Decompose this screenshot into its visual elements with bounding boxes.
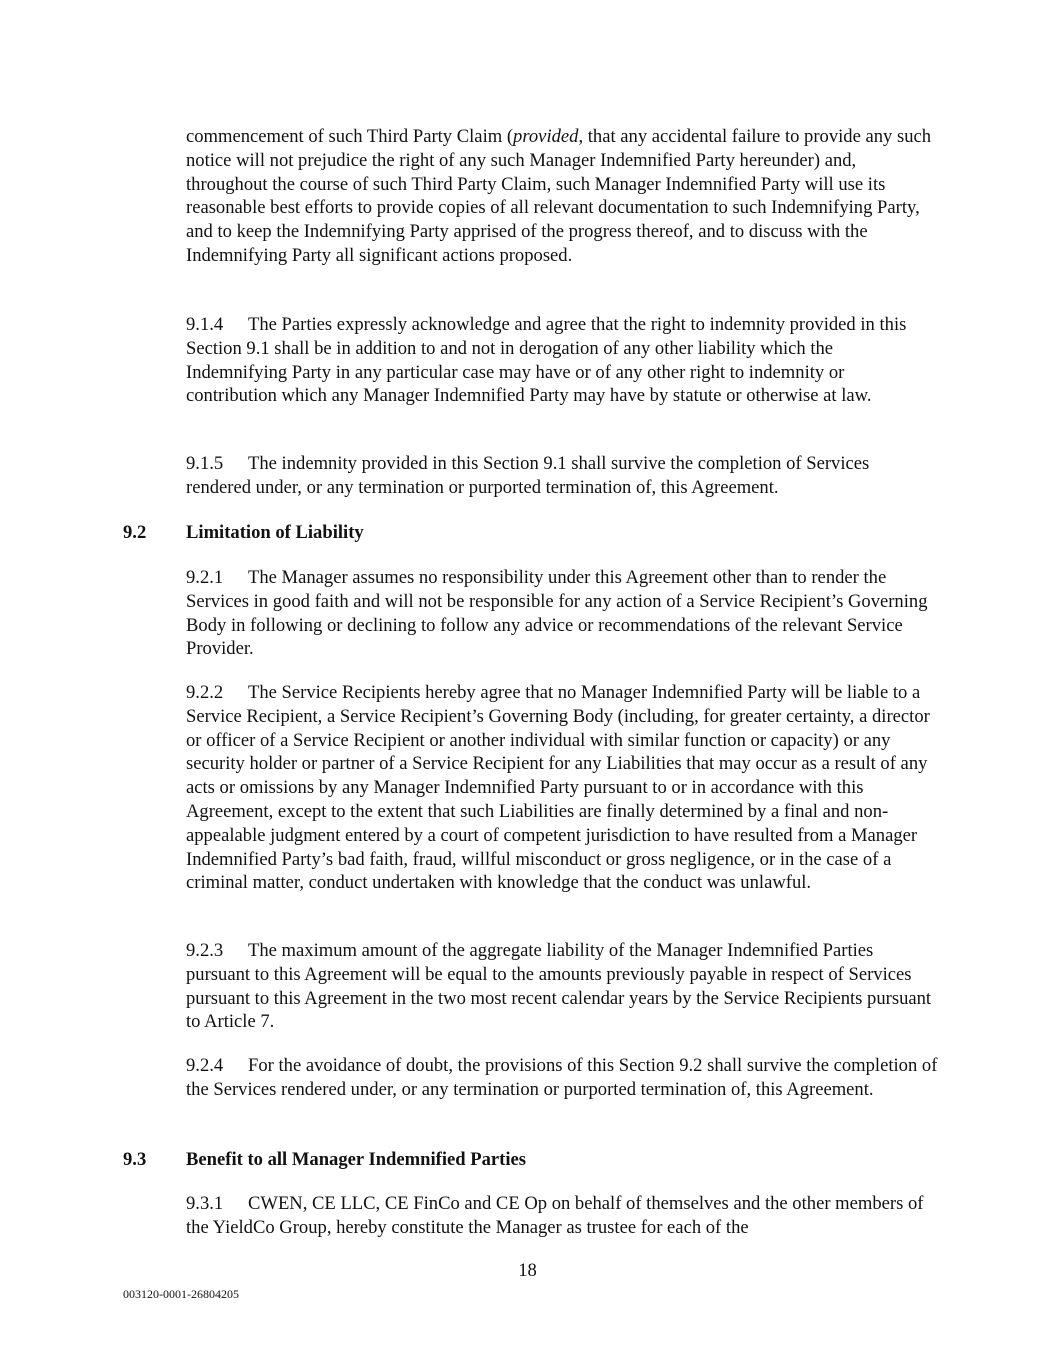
clause-text: The Service Recipients hereby agree that no Manager Indemnified Party will be liable to a Service Recipient, a Service Recipient’s Governing Body (including, for greater certainty, a director or officer of a Service Recipient or another individual with similar function or capacity) or any security holder or partner of a Service Recipient for any Liabilities that may occur as a result of any acts or omissions by any Manager Indemnified Party pursuant to or in accordance with this Agreement, except to the extent that such Liabilities are finally determined by a final and non-appealable judgment entered by a court of competent jurisdiction to have resulted from a Manager Indemnified Party’s bad faith, fraud, willful misconduct or gross negligence, or in the case of a criminal matter, conduct undertaken with knowledge that the conduct was unlawful.: [186, 682, 930, 894]
paragraph-9-2-1: [186, 566, 938, 661]
clause-text: The indemnity provided in this Section 9.1 shall survive the completion of Services rendered under, or any termination or purported termination of, this Agreement.: [186, 453, 870, 498]
clause-text: For the avoidance of doubt, the provisions of this Section 9.2 shall survive the completion of the Services rendered under, or any termination or purported termination of, this Agreement.: [186, 1055, 938, 1100]
paragraph-9-1-3-continued: [186, 125, 938, 268]
section-number: 9.2: [123, 522, 147, 543]
page-number: 18: [518, 1260, 537, 1281]
clause-number: 9.2.4: [186, 1055, 224, 1076]
paragraph-italic-word: provided: [513, 126, 579, 147]
section-title: Benefit to all Manager Indemnified Parties: [186, 1149, 526, 1170]
clause-number: 9.2.1: [186, 567, 224, 588]
clause-text: The Manager assumes no responsibility under this Agreement other than to render the Services in good faith and will not be responsible for any action of a Service Recipient’s Governing Body in following or declining to follow any advice or recommendations of the relevant Service Provider.: [186, 567, 928, 660]
paragraph-text-before-italic: commencement of such Third Party Claim (: [186, 126, 514, 147]
paragraph-9-2-3: [186, 939, 938, 1034]
clause-text: The maximum amount of the aggregate liability of the Manager Indemnified Parties pursuant to this Agreement will be equal to the amounts previously payable in respect of Services pursuant to this Agreement in the two most recent calendar years by the Service Recipients pursuant to Article 7.: [186, 940, 932, 1033]
section-number: 9.3: [123, 1149, 147, 1170]
section-heading-9-2: [123, 521, 364, 545]
clause-number: 9.2.2: [186, 682, 224, 703]
paragraph-9-1-4: [186, 313, 938, 408]
document-id: 003120-0001-26804205: [123, 1287, 239, 1301]
paragraph-9-1-5: [186, 452, 938, 500]
paragraph-text-after-italic: , that any accidental failure to provide any such notice will not prejudice the right of any such Manager Indemnified Party hereunder) and, throughout the course of such Third Party Claim, such Manager Indemnified Party will use its reasonable best efforts to provide copies of all relevant documentation to such Indemnifying Party, and to keep the Indemnifying Party apprised of the progress thereof, and to discuss with the Indemnifying Party all significant actions proposed.: [186, 126, 932, 266]
clause-number: 9.1.4: [186, 314, 224, 335]
clause-number: 9.3.1: [186, 1193, 224, 1214]
paragraph-9-3-1: [186, 1192, 938, 1240]
clause-number: 9.2.3: [186, 940, 224, 961]
clause-text: The Parties expressly acknowledge and agree that the right to indemnity provided in this Section 9.1 shall be in addition to and not in derogation of any other liability which the Indemnifying Party in any particular case may have or of any other right to indemnity or contribution which any Manager Indemnified Party may have by statute or otherwise at law.: [186, 314, 907, 407]
clause-text: CWEN, CE LLC, CE FinCo and CE Op on behalf of themselves and the other members of the YieldCo Group, hereby constitute the Manager as trustee for each of the: [186, 1193, 924, 1238]
section-title: Limitation of Liability: [186, 522, 364, 543]
paragraph-9-2-2: [186, 681, 938, 895]
paragraph-9-2-4: [186, 1054, 938, 1102]
section-heading-9-3: [123, 1148, 526, 1172]
clause-number: 9.1.5: [186, 453, 224, 474]
